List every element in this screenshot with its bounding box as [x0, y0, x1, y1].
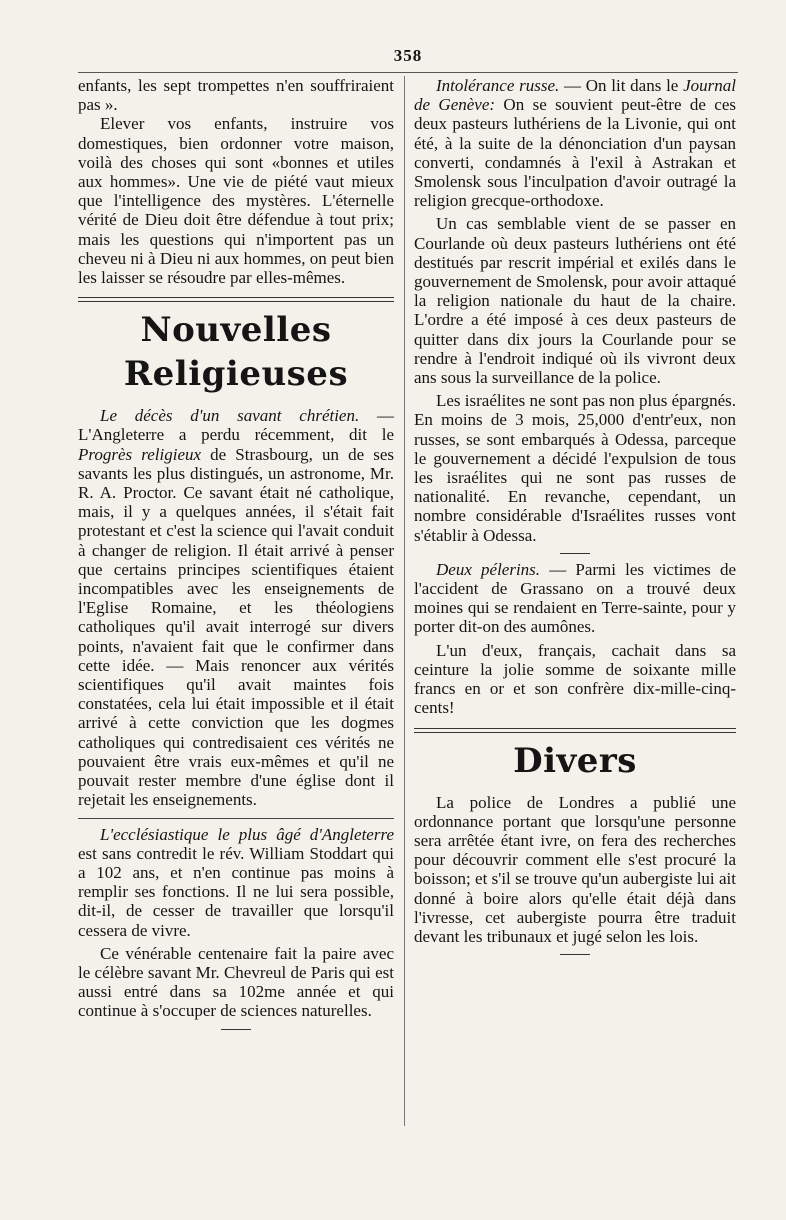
- source-name: Journal de Genève:: [414, 76, 736, 115]
- article-text: — On lit dans le: [559, 76, 684, 95]
- article-title: Intolérance russe.: [436, 76, 560, 95]
- article-title: Le décès d'un savant chrétien.: [100, 406, 360, 426]
- article-rule: [78, 818, 394, 819]
- page-header: [78, 44, 738, 73]
- article-text: L'Angleterre a perdu récemment, dit le: [78, 425, 394, 445]
- article-ecclesiastique: [78, 825, 394, 940]
- article-text: On se souvient peut-être de ces deux pasteurs luthériens de la Livonie, qui ont été, à la suite de la dénonciation d'un paysan converti, condamnés à l'exil à Astrakan et Smolensk sous l'inculpation d'avoir outragé la religion grecque-orthodoxe.: [414, 95, 736, 211]
- separator-rule: [560, 553, 590, 554]
- section-rule: [414, 728, 736, 733]
- dash: —: [359, 406, 394, 426]
- right-column: [414, 76, 736, 961]
- page-number: 358: [393, 46, 423, 65]
- article-intolerance-russe: [414, 76, 736, 210]
- section-heading-divers: Divers: [513, 740, 637, 781]
- paragraph-continued: enfants, les sept trompettes n'en souffriraient pas ».: [78, 76, 394, 115]
- paragraph: Les israélites ne sont pas non plus épargnés. En moins de 3 mois, 25,000 d'entr'eux, non russes, se sont embarqués à Odessa, parceque le gouvernement a décidé l'expulsion de tous les israélites qui ne sont pas russes de nationalité. En revanche, cependant, un nombre considérable d'Israélites russes vont s'établir à Odessa.: [414, 391, 736, 545]
- source-name: Progrès religieux: [78, 444, 202, 464]
- section-heading-nouvelles-religieuses: Nouvelles Religieuses: [123, 310, 349, 395]
- column-divider: [404, 76, 405, 1126]
- paragraph: Ce vénérable centenaire fait la paire avec le célèbre savant Mr. Chevreul de Paris qui est aussi entré dans sa 102me année et qui continue à s'occuper de sciences naturelles.: [78, 943, 394, 1021]
- paragraph: Elever vos enfants, instruire vos domestiques, bien ordonner votre maison, voilà des choses qui sont «bonnes et utiles aux hommes». Une vie de piété vaut mieux que l'intelligence des mystères. L'éternelle vérité de Dieu doit être défendue à tout prix; mais les questions qui n'importent pas un cheveu ni à Dieu ni aux hommes, on peut bien les laisser se résoudre par elles-mêmes.: [78, 114, 394, 288]
- article-title: L'ecclésiastique le plus âgé d'Angleterre: [100, 824, 394, 844]
- article-text: de Strasbourg, un de ses savants les plus distingués, un astronome, Mr. R. A. Proctor. Ce savant était né catholique, mais, il y a quelques années, il s'était fait protestant et c'est la science qui l'avait conduit à changer de religion. Il était arrivé à penser que certains principes scientifiques étaient incompatibles avec les enseignements de l'Eglise Romaine, et les théologiens catholiques qu'il avait interrogé sur divers points, n'avaient fait que le confirmer dans cette idée. — Mais renoncer aux vérités scientifiques qu'il avait maintes fois constatées, cela lui était impossible et il était arrivé à cette conviction que les dogmes catholiques qui contredisaient ces vérités ne pouvaient être vrais eux-mêmes et qu'il ne pouvait rester membre d'une église dont il rejetait les enseignements.: [78, 444, 395, 810]
- section-rule: [78, 297, 394, 302]
- end-rule: [221, 1029, 251, 1030]
- article-deux-pelerins: [414, 560, 736, 637]
- paragraph: Un cas semblable vient de se passer en Courlande où deux pasteurs luthériens ont été destitués par rescrit impérial et exilés dans le gouvernement de Smolensk, pour avoir attaqué la religion nationale du haut de la chaire. L'ordre a été imposé à ces deux pasteurs de quitter dans dix jours la Courlande pour se rendre à l'endroit indiqué où ils vivront deux ans sous la surveillance de la police.: [414, 214, 736, 388]
- article-text: est sans contredit le rév. William Stoddart qui a 102 ans, et n'en continue pas moins à remplir ses fonctions. Il ne lui sera possible, dit-il, de cesser de travailler que lorsqu'il cessera de vivre.: [78, 843, 394, 940]
- article-police-londres: La police de Londres a publié une ordonnance portant que lorsqu'une personne sera arrêtée étant ivre, on fera des recherches pour découvrir comment elle s'est procuré la boisson; et s'il se trouve qu'un aubergiste lui ait donné à boire alors qu'elle était déjà dans l'ivresse, cet aubergiste pourra être traduit devant les tribunaux et jugé selon les lois.: [414, 792, 736, 946]
- end-rule: [560, 954, 590, 955]
- article-text: — Parmi les victimes de l'accident de Grassano on a trouvé deux moines qui se rendaient en Terre-sainte, pour y porter dit-on des aumônes.: [414, 559, 737, 637]
- article-deces-savant: [78, 406, 394, 809]
- paragraph: L'un d'eux, français, cachait dans sa ceinture la jolie somme de soixante mille francs en or et son confrère dix-mille-cinq-cents!: [414, 640, 736, 718]
- left-column: [78, 76, 394, 1036]
- article-title: Deux pélerins.: [436, 559, 541, 579]
